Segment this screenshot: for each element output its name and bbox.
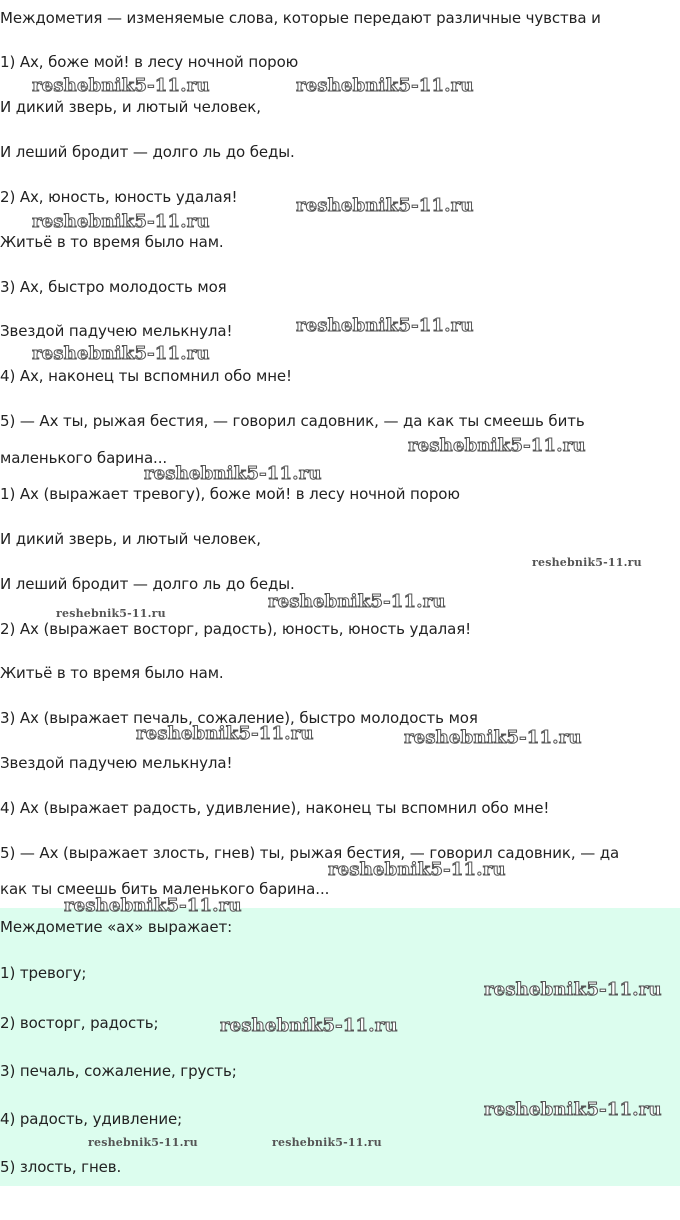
answer-item-2: 2) восторг, радость; <box>0 1014 159 1032</box>
watermark: reshebnik5-11.ru <box>144 463 322 484</box>
watermark: reshebnik5-11.ru <box>272 1136 382 1149</box>
annotated-line-9: 5) — Ах (выражает злость, гнев) ты, рыжая бестия, — говорил садовник, — да <box>0 844 620 862</box>
watermark: reshebnik5-11.ru <box>408 435 586 456</box>
answer-item-5: 5) злость, гнев. <box>0 1158 122 1176</box>
watermark: reshebnik5-11.ru <box>32 75 210 96</box>
annotated-line-1: 1) Ах (выражает тревогу), боже мой! в лесу ночной порою <box>0 485 460 503</box>
watermark: reshebnik5-11.ru <box>32 343 210 364</box>
watermark: reshebnik5-11.ru <box>328 859 506 880</box>
answer-item-4: 4) радость, удивление; <box>0 1110 183 1128</box>
watermark: reshebnik5-11.ru <box>484 979 662 1000</box>
watermark: reshebnik5-11.ru <box>56 607 166 620</box>
original-line-2: И дикий зверь, и лютый человек, <box>0 98 261 116</box>
answer-title: Междометие «ах» выражает: <box>0 918 233 936</box>
original-line-9: 5) — Ах ты, рыжая бестия, — говорил садовник, — да как ты смеешь бить <box>0 412 585 430</box>
annotated-line-8: 4) Ах (выражает радость, удивление), наконец ты вспомнил обо мне! <box>0 799 550 817</box>
original-line-1: 1) Ах, боже мой! в лесу ночной порою <box>0 53 299 71</box>
answer-item-3: 3) печаль, сожаление, грусть; <box>0 1062 237 1080</box>
watermark: reshebnik5-11.ru <box>268 591 446 612</box>
watermark: reshebnik5-11.ru <box>532 556 642 569</box>
watermark: reshebnik5-11.ru <box>296 315 474 336</box>
watermark: reshebnik5-11.ru <box>296 195 474 216</box>
annotated-line-3: И леший бродит — долго ль до беды. <box>0 575 295 593</box>
watermark: reshebnik5-11.ru <box>64 895 242 916</box>
watermark: reshebnik5-11.ru <box>404 727 582 748</box>
original-line-5: Житьё в то время было нам. <box>0 233 224 251</box>
header-text: Междометия — изменяемые слова, которые передают различные чувства и <box>0 9 601 27</box>
watermark: reshebnik5-11.ru <box>136 723 314 744</box>
original-line-8: 4) Ах, наконец ты вспомнил обо мне! <box>0 367 292 385</box>
annotated-line-2: И дикий зверь, и лютый человек, <box>0 530 261 548</box>
original-line-6: 3) Ах, быстро молодость моя <box>0 278 227 296</box>
watermark: reshebnik5-11.ru <box>220 1015 398 1036</box>
watermark: reshebnik5-11.ru <box>484 1099 662 1120</box>
original-line-10: маленького барина... <box>0 449 168 467</box>
annotated-line-7: Звездой падучею мелькнула! <box>0 754 233 772</box>
annotated-line-6: 3) Ах (выражает печаль, сожаление), быстро молодость моя <box>0 709 478 727</box>
annotated-line-10: как ты смеешь бить маленького барина... <box>0 880 330 898</box>
original-line-7: Звездой падучею мелькнула! <box>0 322 233 340</box>
watermark: reshebnik5-11.ru <box>296 75 474 96</box>
annotated-line-5: Житьё в то время было нам. <box>0 664 224 682</box>
watermark: reshebnik5-11.ru <box>32 211 210 232</box>
answer-item-1: 1) тревогу; <box>0 964 87 982</box>
annotated-line-4: 2) Ах (выражает восторг, радость), юность, юность удалая! <box>0 620 472 638</box>
original-line-3: И леший бродит — долго ль до беды. <box>0 143 295 161</box>
original-line-4: 2) Ах, юность, юность удалая! <box>0 188 238 206</box>
watermark: reshebnik5-11.ru <box>88 1136 198 1149</box>
